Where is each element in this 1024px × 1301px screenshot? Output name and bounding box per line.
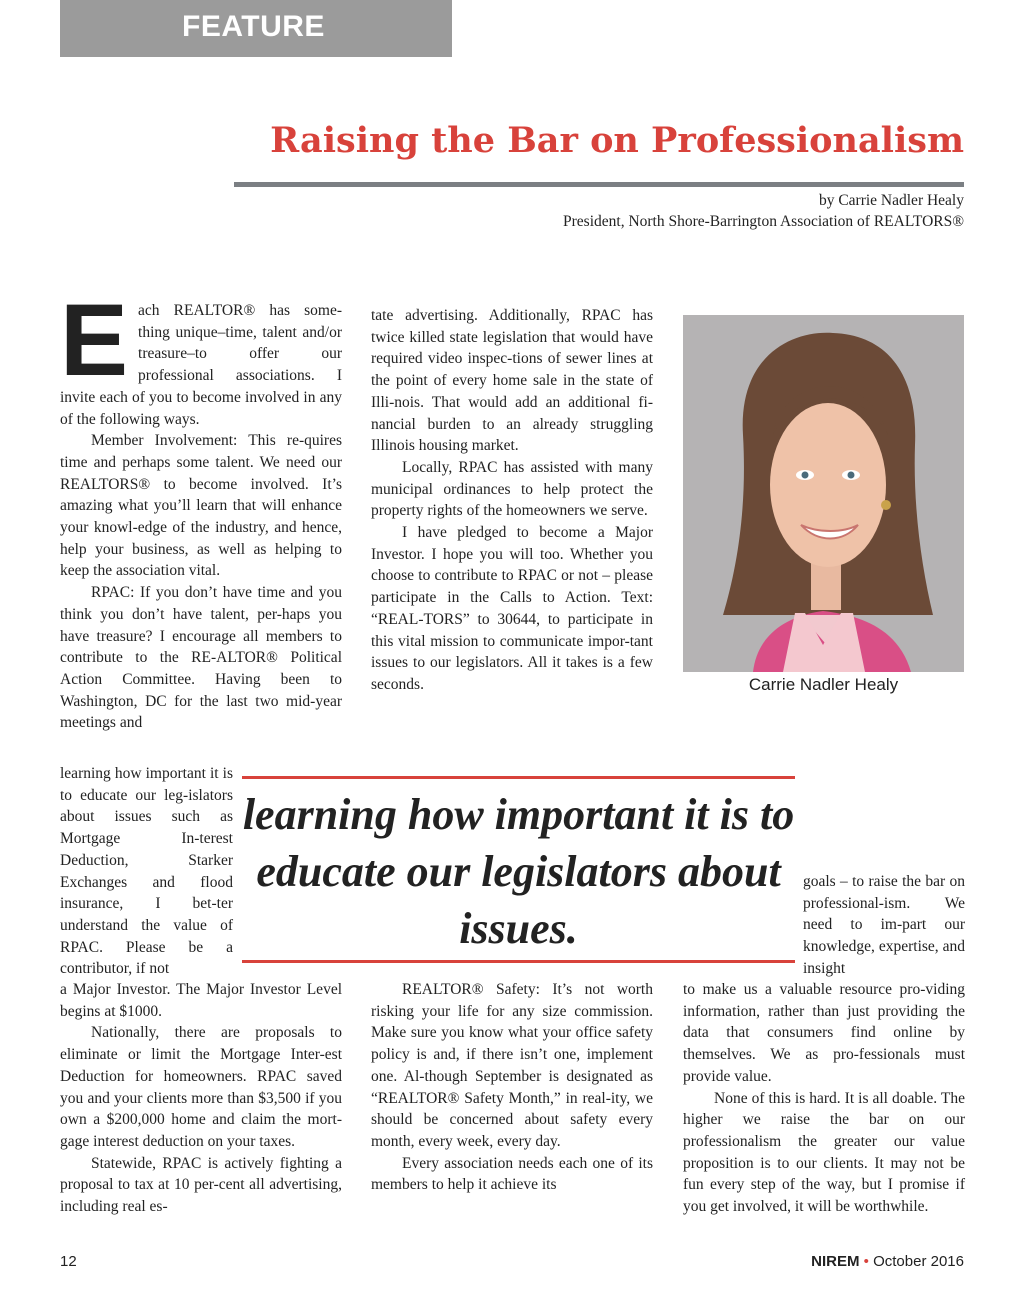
paragraph-pledge: I have pledged to become a Major Investor. I hope you will too. Whether you choose to contribute to RPAC or not – please participate in the Calls to Action. Text: “REAL-TORS” to 30644, to participate in this vital mission to communicate impor-tant issues to our legislators. All it takes is a few seconds. bbox=[371, 524, 653, 693]
paragraph-none-hard: None of this is hard. It is all doable. The higher we raise the bar on our professionalism the greater our value proposition is to our clients. It may not be fun every step of the way, but I promise if you get involved, it will be worthwhile. bbox=[683, 1089, 965, 1216]
paragraph-rpac-continued: learning how important it is to educate our leg-islators about issues such as Mortgage In-terest Deduction, Starker Exchanges and flood insurance, I bet-ter understand the value of RPAC. Please be a contributor, if not bbox=[60, 765, 233, 978]
paragraph-statewide: Statewide, RPAC is actively fighting a proposal to tax at 10 per-cent all advertising, including real es- bbox=[60, 1154, 342, 1216]
drop-cap: E bbox=[60, 283, 129, 397]
column-3-bottom bbox=[683, 979, 965, 1218]
paragraph-locally: Locally, RPAC has assisted with many municipal ordinances to help protect the property rights of the homeowners we serve. bbox=[371, 458, 653, 520]
byline-author: by Carrie Nadler Healy bbox=[818, 192, 964, 209]
column-2-top bbox=[371, 305, 653, 696]
headline-rule bbox=[234, 182, 964, 187]
pull-quote-bottom-rule bbox=[242, 960, 795, 963]
article-headline: Raising the Bar on Professionalism bbox=[270, 120, 964, 161]
bullet-separator: • bbox=[863, 1253, 869, 1270]
portrait-illustration bbox=[683, 315, 964, 672]
column-1-bottom bbox=[60, 979, 342, 1218]
pull-quote-top-rule bbox=[242, 776, 795, 779]
paragraph-major-investor: a Major Investor. The Major Investor Level begins at $1000. bbox=[60, 981, 342, 1020]
paragraph-member-involvement: Member Involvement: This re-quires time and perhaps some talent. We need our REALTORS® to become involved. It’s amazing what you’ll learn that will enhance your knowl-edge of the industry, and hence, help your business, as well as helping to keep the association vital. bbox=[60, 432, 342, 580]
issue-date: October 2016 bbox=[873, 1253, 964, 1270]
paragraph-resource: to make us a valuable resource pro-viding information, rather than just providing the data that consumers find online by themselves. We as pro-fessionals must provide value. bbox=[683, 981, 965, 1085]
paragraph-intro bbox=[60, 283, 342, 430]
paragraph-national: Nationally, there are proposals to eliminate or limit the Mortgage Inter-est Deduction for homeowners. RPAC saved you and your clients more than $3,500 if you own a $200,000 home and claim the mort-gage interest deduction on your taxes. bbox=[60, 1024, 342, 1150]
column-1-top bbox=[60, 283, 342, 734]
photo-caption: Carrie Nadler Healy bbox=[748, 675, 899, 694]
byline-title: President, North Shore-Barrington Association of REALTORS® bbox=[563, 213, 964, 230]
column-1-narrow bbox=[60, 763, 233, 980]
paragraph-statewide-continued: tate advertising. Additionally, RPAC has twice killed state legislation that would have required video inspec-tions of sewer lines at the point of every home sale in the state of Illi-nois. That would add an additional fi-nancial burden to an already struggling Illinois housing market. bbox=[371, 307, 653, 455]
author-photo bbox=[683, 315, 964, 672]
paragraph-intro-text: ach REALTOR® has some-thing unique–time, talent and/or treasure–to offer our professional associations. I invite each of you to become involved in any of the following ways. bbox=[60, 302, 342, 428]
byline bbox=[563, 190, 964, 232]
paragraph-goals: goals – to raise the bar on professional-ism. We need to im-part our knowledge, expertise, and insight bbox=[803, 873, 965, 977]
paragraph-every-association: Every association needs each one of its members to help it achieve its bbox=[371, 1154, 653, 1194]
pull-quote: learning how important it is to educate our legislators about issues. bbox=[242, 790, 795, 953]
paragraph-safety: REALTOR® Safety: It’s not worth risking your life for any size commission. Make sure you know what your office safety policy is and, if there isn’t one, implement one. Al-though September is designated as “REALTOR® Safety Month,” in real-ity, we should be concerned about safety every month, every week, every day. bbox=[371, 981, 653, 1150]
column-3-narrow bbox=[803, 871, 965, 980]
magazine-name: NIREM bbox=[811, 1253, 860, 1270]
column-2-bottom bbox=[371, 979, 653, 1196]
section-tag-label: FEATURE bbox=[182, 10, 325, 43]
section-tag bbox=[60, 0, 452, 57]
page-number: 12 bbox=[60, 1253, 77, 1270]
footer-publication bbox=[811, 1253, 964, 1270]
paragraph-rpac: RPAC: If you don’t have time and you think you don’t have talent, per-haps you have treasure? I encourage all members to contribute to the RE-ALTOR® Political Action Committee. Having been to Washington, DC for the last two mid-year meetings and bbox=[60, 584, 342, 732]
